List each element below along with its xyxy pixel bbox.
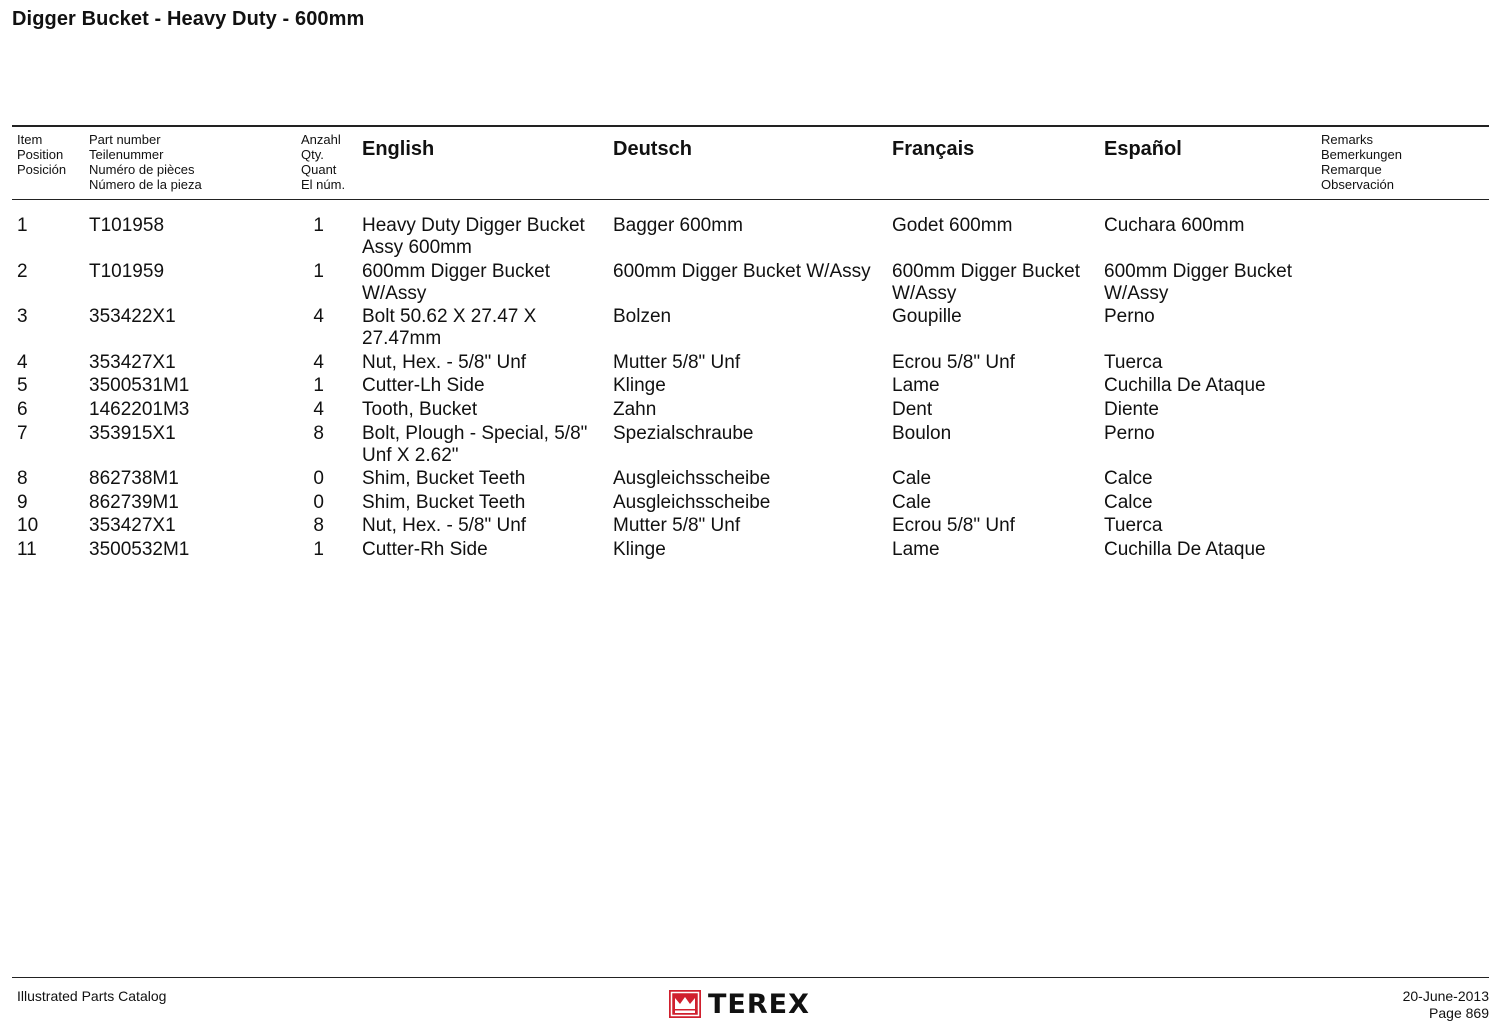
column-header-item-de: Position [17,147,64,162]
cell-part-number: 1462201M3 [89,398,190,420]
column-header-qty-fr: Quant [301,162,337,177]
cell-item-number: 2 [17,260,28,282]
cell-quantity: 1 [313,538,324,560]
column-header-item-en: Item [17,132,43,147]
cell-quantity: 1 [313,375,324,397]
cell-item-number: 1 [17,215,28,236]
column-header-part-en: Part number [89,132,161,147]
cell-quantity: 0 [313,491,324,513]
footer-date: 20-June-2013 [1402,988,1489,1004]
cell-part-number: 353915X1 [89,422,176,444]
cell-quantity: 8 [313,422,324,444]
cell-deutsch: Klinge [613,538,666,560]
table-header-rule [12,199,1489,200]
cell-deutsch: Mutter 5/8" Unf [613,515,741,537]
cell-english: Shim, Bucket Teeth [362,468,526,490]
cell-quantity: 1 [313,260,324,282]
cell-francais: Cale [892,491,932,513]
cell-francais: Boulon [892,422,952,444]
cell-francais: Ecrou 5/8" Unf [892,515,1015,537]
cell-espanol: Cuchilla De Ataque [1104,538,1266,560]
table-row [0,399,1500,421]
parts-table-body [0,215,1500,563]
cell-english: Tooth, Bucket [362,398,478,420]
cell-item-number: 6 [17,398,28,420]
cell-francais: Godet 600mm [892,215,1013,236]
cell-espanol: Perno [1104,306,1155,328]
column-header-qty-es: El núm. [301,177,346,192]
column-header-francais: Français [892,138,975,160]
column-header-part-de: Teilenummer [89,147,164,162]
cell-quantity: 1 [313,215,324,236]
cell-deutsch: Zahn [613,398,657,420]
cell-part-number: 862739M1 [89,491,179,513]
cell-francais: Goupille [892,306,962,328]
cell-quantity: 4 [313,398,324,420]
column-header-qty-de: Anzahl [301,132,341,147]
cell-english: Heavy Duty Digger Bucket Assy 600mm [362,215,585,258]
cell-deutsch: Klinge [613,375,666,397]
cell-francais: Dent [892,398,933,420]
cell-quantity: 0 [313,468,324,490]
cell-francais: Lame [892,375,940,397]
cell-deutsch: Spezialschraube [613,422,754,444]
cell-quantity: 4 [313,306,324,328]
cell-english: Nut, Hex. - 5/8" Unf [362,351,527,373]
column-header-part-fr: Numéro de pièces [89,162,195,177]
terex-crown-logo-icon [669,990,701,1018]
cell-espanol: Calce [1104,491,1153,513]
cell-english: Cutter-Lh Side [362,375,485,397]
cell-espanol: Diente [1104,398,1159,420]
cell-espanol: Cuchara 600mm [1104,215,1245,236]
footer-date-page [1403,988,1489,1022]
cell-part-number: 862738M1 [89,468,179,490]
cell-deutsch: Bagger 600mm [613,215,743,236]
column-header-item [17,132,66,177]
table-row [0,423,1500,467]
cell-deutsch: Mutter 5/8" Unf [613,351,741,373]
cell-espanol: 600mm Digger Bucket W/Assy [1104,260,1292,304]
footer-rule [12,977,1489,978]
table-row [0,468,1500,490]
table-row [0,215,1500,259]
cell-quantity: 4 [313,351,324,373]
cell-part-number: 353422X1 [89,306,176,328]
cell-francais: Cale [892,468,932,490]
table-row [0,492,1500,514]
table-row [0,539,1500,561]
cell-deutsch: Ausgleichsscheibe [613,468,771,490]
cell-item-number: 5 [17,375,28,397]
cell-item-number: 4 [17,351,28,373]
terex-logo-text: TEREX [708,988,810,1020]
cell-part-number: 3500531M1 [89,375,190,397]
cell-francais: Lame [892,538,940,560]
table-row [0,515,1500,537]
column-header-qty [301,132,345,192]
table-top-rule [12,125,1489,127]
cell-english: Bolt 50.62 X 27.47 X 27.47mm [362,306,537,350]
cell-quantity: 8 [313,515,324,537]
column-header-remarks-es: Observación [1321,177,1394,192]
cell-deutsch: Ausgleichsscheibe [613,491,771,513]
table-row [0,375,1500,397]
column-header-english: English [362,138,435,160]
terex-logo [669,990,810,1018]
cell-part-number: 3500532M1 [89,538,190,560]
column-header-espanol: Español [1104,138,1182,160]
column-header-remarks-fr: Remarque [1321,162,1382,177]
cell-part-number: T101958 [89,215,165,236]
cell-item-number: 11 [17,538,37,560]
table-row [0,261,1500,305]
table-row [0,306,1500,350]
cell-item-number: 3 [17,306,28,328]
cell-english: Cutter-Rh Side [362,538,488,560]
column-header-item-es: Posición [17,162,67,177]
column-header-part [89,132,202,192]
column-header-part-es: Número de la pieza [89,177,202,192]
column-header-deutsch: Deutsch [613,138,692,160]
cell-espanol: Perno [1104,422,1155,444]
cell-deutsch: 600mm Digger Bucket W/Assy [613,260,871,282]
cell-francais: Ecrou 5/8" Unf [892,351,1015,373]
cell-deutsch: Bolzen [613,306,672,328]
column-header-remarks-en: Remarks [1321,132,1374,147]
page-title: Digger Bucket - Heavy Duty - 600mm [12,8,365,30]
cell-item-number: 9 [17,491,28,513]
cell-francais: 600mm Digger Bucket W/Assy [892,260,1080,304]
cell-espanol: Cuchilla De Ataque [1104,375,1266,397]
cell-english: 600mm Digger Bucket W/Assy [362,260,550,304]
cell-item-number: 7 [17,422,28,444]
cell-item-number: 10 [17,515,39,537]
cell-espanol: Tuerca [1104,515,1163,537]
column-header-remarks-de: Bemerkungen [1321,147,1402,162]
cell-english: Shim, Bucket Teeth [362,491,526,513]
cell-english: Nut, Hex. - 5/8" Unf [362,515,527,537]
cell-item-number: 8 [17,468,28,490]
cell-english: Bolt, Plough - Special, 5/8" Unf X 2.62" [362,422,588,466]
column-header-qty-en: Qty. [301,147,324,162]
footer-catalog-label: Illustrated Parts Catalog [17,988,167,1004]
cell-part-number: 353427X1 [89,515,176,537]
table-row [0,352,1500,374]
cell-part-number: T101959 [89,260,165,282]
cell-part-number: 353427X1 [89,351,176,373]
cell-espanol: Tuerca [1104,351,1163,373]
column-header-remarks [1321,132,1402,192]
cell-espanol: Calce [1104,468,1153,490]
footer-page-number: Page 869 [1429,1005,1489,1021]
